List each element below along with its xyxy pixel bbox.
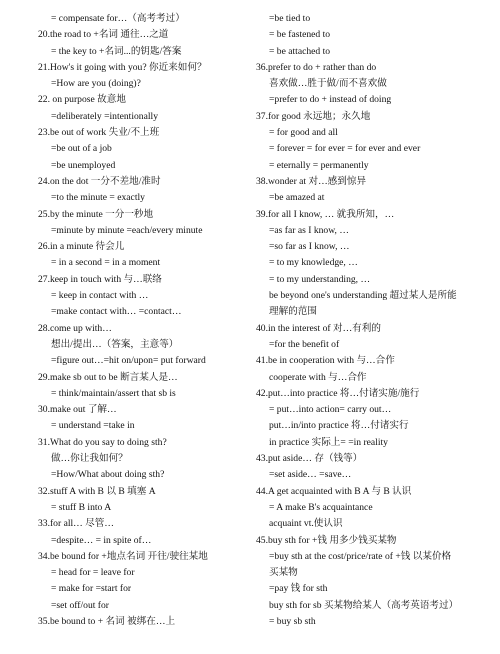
text-line: 36.prefer to do + rather than do (256, 61, 377, 73)
text-line: = to my understanding, … (269, 273, 371, 285)
text-line: =to the minute = exactly (51, 192, 145, 204)
text-line: =as far as I know, … (269, 224, 349, 236)
text-line: 35.be bound to + 名词 被绑在…上 (38, 615, 176, 627)
text-line: = understand =take in (51, 420, 135, 432)
text-line: 23.be out of work 失业/不上班 (38, 127, 160, 139)
text-line: =be out of a job (51, 143, 112, 155)
text-line: 24.on the dot 一分不差地/准时 (38, 175, 161, 187)
text-line: = keep in contact with … (51, 290, 149, 302)
text-line: =set off/out for (51, 599, 109, 611)
left-column (38, 11, 258, 630)
text-line: = the key to +名词...的钥匙/答案 (51, 45, 182, 57)
text-line: 做…你让我如何？ (51, 453, 128, 465)
text-line: put…in/into practice 将…付诸实行 (269, 420, 409, 432)
text-line: 42.put…into practice 将…付诸实施/施行 (256, 387, 420, 399)
text-line: buy sth for sb 买某物给某人（高考英语考过） (269, 599, 459, 611)
text-line: 26.in a minute 待会儿 (38, 241, 125, 253)
text-line: 38.wonder at 对…感到惊异 (256, 175, 367, 187)
text-line: =for the benefit of (269, 338, 340, 350)
text-line: = put…into action= carry out… (269, 404, 392, 416)
text-line: 43.put aside… 存（钱等） (256, 453, 363, 465)
text-line: be beyond one's understanding 超过某人是所能 (269, 290, 457, 302)
text-line: = forever = for ever = for ever and ever (269, 143, 421, 155)
text-line: =be unemployed (51, 159, 116, 171)
text-line: 37.for good 永远地；永久地 (256, 110, 371, 122)
text-line: = in a second = in a moment (51, 257, 161, 269)
right-column (256, 11, 496, 630)
text-line: =be amazed at (269, 192, 325, 204)
text-line: 31.What do you say to doing sth? (38, 436, 167, 448)
text-line: = buy sb sth (269, 615, 316, 627)
text-line: =be tied to (269, 13, 311, 24)
text-line: = to my knowledge, … (269, 257, 358, 269)
text-line: =despite… = in spite of… (51, 534, 152, 546)
text-line: = head for = leave for (51, 567, 135, 579)
text-line: 喜欢做…胜于做/而不喜欢做 (269, 78, 387, 90)
text-line: = be fastened to (269, 29, 331, 41)
text-line: = for good and all (269, 127, 338, 139)
text-line: = A make B's acquaintance (269, 501, 373, 513)
text-line: 理解的范围 (269, 306, 317, 318)
text-line: =minute by minute =each/every minute (51, 224, 203, 236)
text-line: = think/maintain/assert that sb is (51, 387, 176, 399)
text-line: 21.How's it going with you? 你近来如何？ (38, 61, 207, 73)
text-line: = eternally = permanently (269, 159, 369, 171)
text-line: 30.make out 了解… (38, 404, 117, 416)
text-line: =figure out…=hit on/upon= put forward (51, 355, 206, 367)
text-line: =How/What about doing sth? (51, 469, 165, 481)
text-line: = stuff B into A (51, 501, 112, 513)
text-line: =How are you (doing)? (51, 78, 141, 90)
text-line: in practice 实际上= =in reality (269, 436, 388, 448)
text-line: =make contact with… =contact… (51, 306, 182, 318)
text-line: =so far as I know, … (269, 241, 350, 253)
text-line: = be attached to (269, 45, 331, 57)
text-line: =deliberately =intentionally (51, 110, 158, 122)
text-line: = make for =start for (51, 583, 132, 595)
text-line: 27.keep in touch with 与…联络 (38, 273, 162, 285)
text-line: 想出/提出…（答案，主意等） (51, 338, 179, 350)
text-line: = compensate for…（高考考过） (51, 13, 185, 24)
text-line: 28.come up with… (38, 322, 112, 334)
text-line: =set aside… =save… (269, 469, 352, 481)
text-line: 买某物 (269, 567, 298, 579)
text-line: 29.make sb out to be 断言某人是… (38, 371, 178, 383)
text-line: 20.the road to +名词 通往…之道 (38, 29, 169, 41)
text-line: 44.A get acquainted with B A 与 B 认识 (256, 485, 412, 497)
text-line: 40.in the interest of 对…有利的 (256, 322, 381, 334)
text-line: 45.buy sth for +钱 用多少钱买某物 (256, 534, 397, 546)
text-line: =buy sth at the cost/price/rate of +钱 以某价格 (269, 550, 452, 562)
text-line: 22. on purpose 故意地 (38, 94, 126, 106)
text-line: 39.for all I know, … 就我所知，… (256, 208, 395, 220)
text-line: =pay 钱 for sth (269, 583, 328, 595)
text-line: 25.by the minute 一分一秒地 (38, 208, 154, 220)
text-line: 34.be bound for +地点名词 开往/驶往某地 (38, 550, 208, 562)
text-line: acquaint vt.使认识 (269, 518, 343, 530)
text-line: =prefer to do + instead of doing (269, 94, 392, 106)
text-line: 32.stuff A with B 以 B 填塞 A (38, 485, 156, 497)
text-line: cooperate with 与…合作 (269, 371, 367, 383)
text-line: 33.for all… 尽管… (38, 518, 114, 530)
text-line: 41.be in cooperation with 与…合作 (256, 355, 395, 367)
